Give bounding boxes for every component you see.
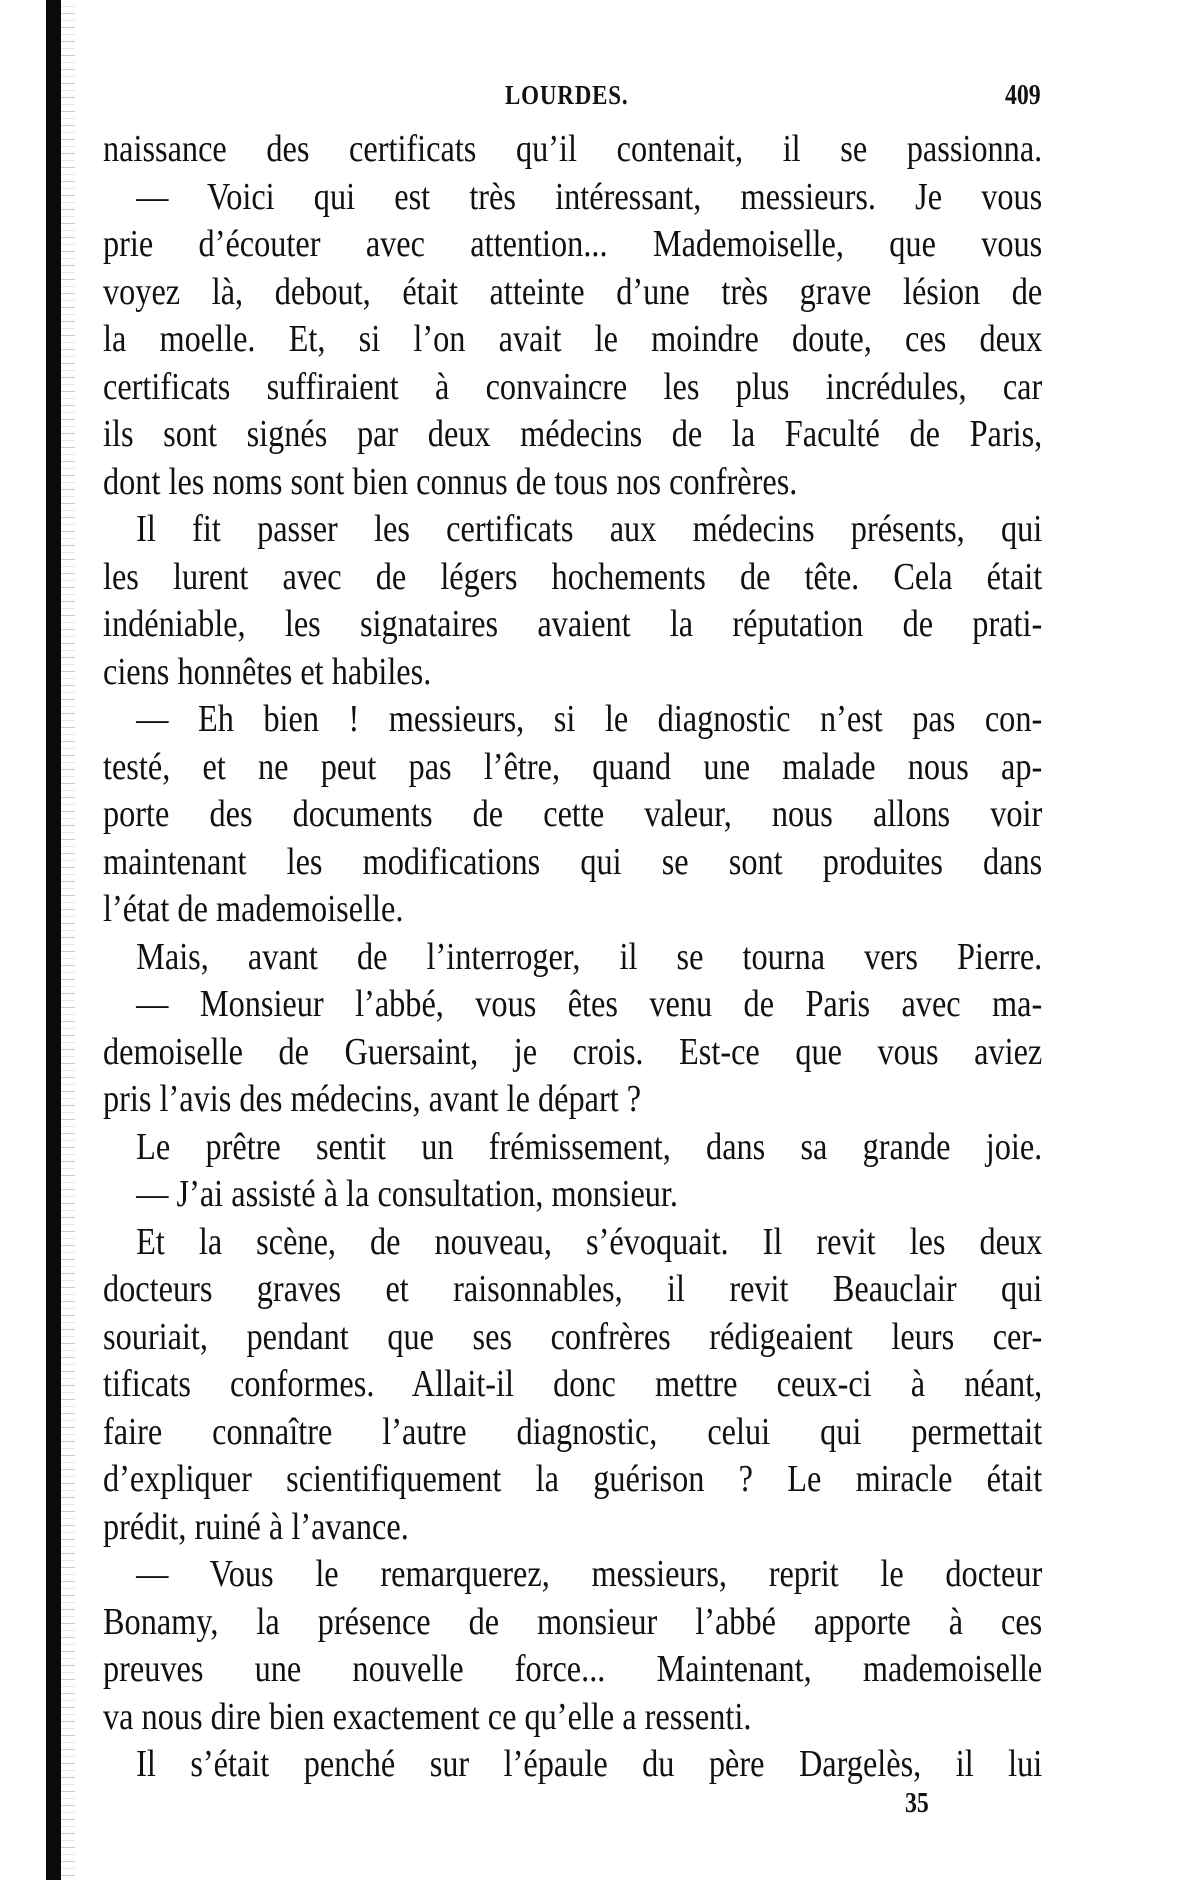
text-line: — Monsieur l’abbé, vous êtes venu de Paris avec ma- — [136, 983, 1043, 1025]
text-line: la moelle. Et, si l’on avait le moindre doute, ces deux — [103, 318, 1043, 360]
text-line: ciens honnêtes et habiles. — [103, 650, 432, 693]
text-line: d’expliquer scientifiquement la guérison ? Le miracle était — [103, 1458, 1043, 1500]
text-line: porte des documents de cette valeur, nous allons voir — [103, 793, 1043, 835]
text-line: faire connaître l’autre diagnostic, celui qui permettait — [103, 1410, 1043, 1453]
text-line: Le prêtre sentit un frémissement, dans sa grande joie. — [136, 1125, 1043, 1168]
text-line: prédit, ruiné à l’avance. — [103, 1505, 409, 1548]
text-line: docteurs graves et raisonnables, il revit Beauclair qui — [103, 1268, 1043, 1310]
text-line: pris l’avis des médecins, avant le départ ? — [103, 1078, 642, 1120]
text-line: dont les noms sont bien connus de tous nos confrères. — [103, 460, 798, 503]
text-line: Et la scène, de nouveau, s’évoquait. Il revit les deux — [136, 1220, 1043, 1263]
text-line: — Vous le remarquerez, messieurs, reprit le docteur — [136, 1553, 1043, 1595]
text-line: certificats suffiraient à convaincre les plus incrédules, car — [103, 365, 1043, 408]
text-line: testé, et ne peut pas l’être, quand une malade nous ap- — [103, 745, 1043, 788]
body-text — [103, 126, 1200, 1789]
text-line: Bonamy, la présence de monsieur l’abbé apporte à ces — [103, 1600, 1043, 1643]
text-line: l’état de mademoiselle. — [103, 888, 404, 930]
text-line: ils sont signés par deux médecins de la Faculté de Paris, — [103, 413, 1043, 455]
text-line: — Voici qui est très intéressant, messieurs. Je vous — [136, 175, 1043, 218]
text-line: Il s’était penché sur l’épaule du père Dargelès, il lui — [136, 1743, 1043, 1785]
text-line: maintenant les modifications qui se sont produites dans — [103, 840, 1043, 883]
book-binding-edge — [46, 0, 61, 1880]
signature-mark: 35 — [905, 1788, 929, 1819]
text-line: preuves une nouvelle force... Maintenant, mademoiselle — [103, 1648, 1043, 1690]
text-line: tificats conformes. Allait-il donc mettre ceux-ci à néant, — [103, 1363, 1043, 1405]
text-line: les lurent avec de légers hochements de tête. Cela était — [103, 555, 1043, 598]
text-line: va nous dire bien exactement ce qu’elle a ressenti. — [103, 1695, 752, 1738]
text-line: souriait, pendant que ses confrères rédigeaient leurs cer- — [103, 1315, 1043, 1358]
scan-gutter — [61, 0, 75, 1880]
text-line: Mais, avant de l’interroger, il se tourna vers Pierre. — [136, 935, 1043, 978]
text-line: — J’ai assisté à la consultation, monsieur. — [136, 1173, 678, 1215]
text-line: naissance des certificats qu’il contenait, il se passionna. — [103, 128, 1043, 170]
running-title: LOURDES. — [505, 80, 629, 110]
text-line: voyez là, debout, était atteinte d’une très grave lésion de — [103, 270, 1043, 313]
text-line: — Eh bien ! messieurs, si le diagnostic n’est pas con- — [136, 698, 1043, 740]
text-line: Il fit passer les certificats aux médecins présents, qui — [136, 508, 1043, 550]
text-line: demoiselle de Guersaint, je crois. Est-ce que vous aviez — [103, 1030, 1043, 1073]
text-line: indéniable, les signataires avaient la réputation de prati- — [103, 603, 1043, 645]
text-line: prie d’écouter avec attention... Mademoiselle, que vous — [103, 223, 1043, 265]
page-number: 409 — [1005, 80, 1041, 111]
